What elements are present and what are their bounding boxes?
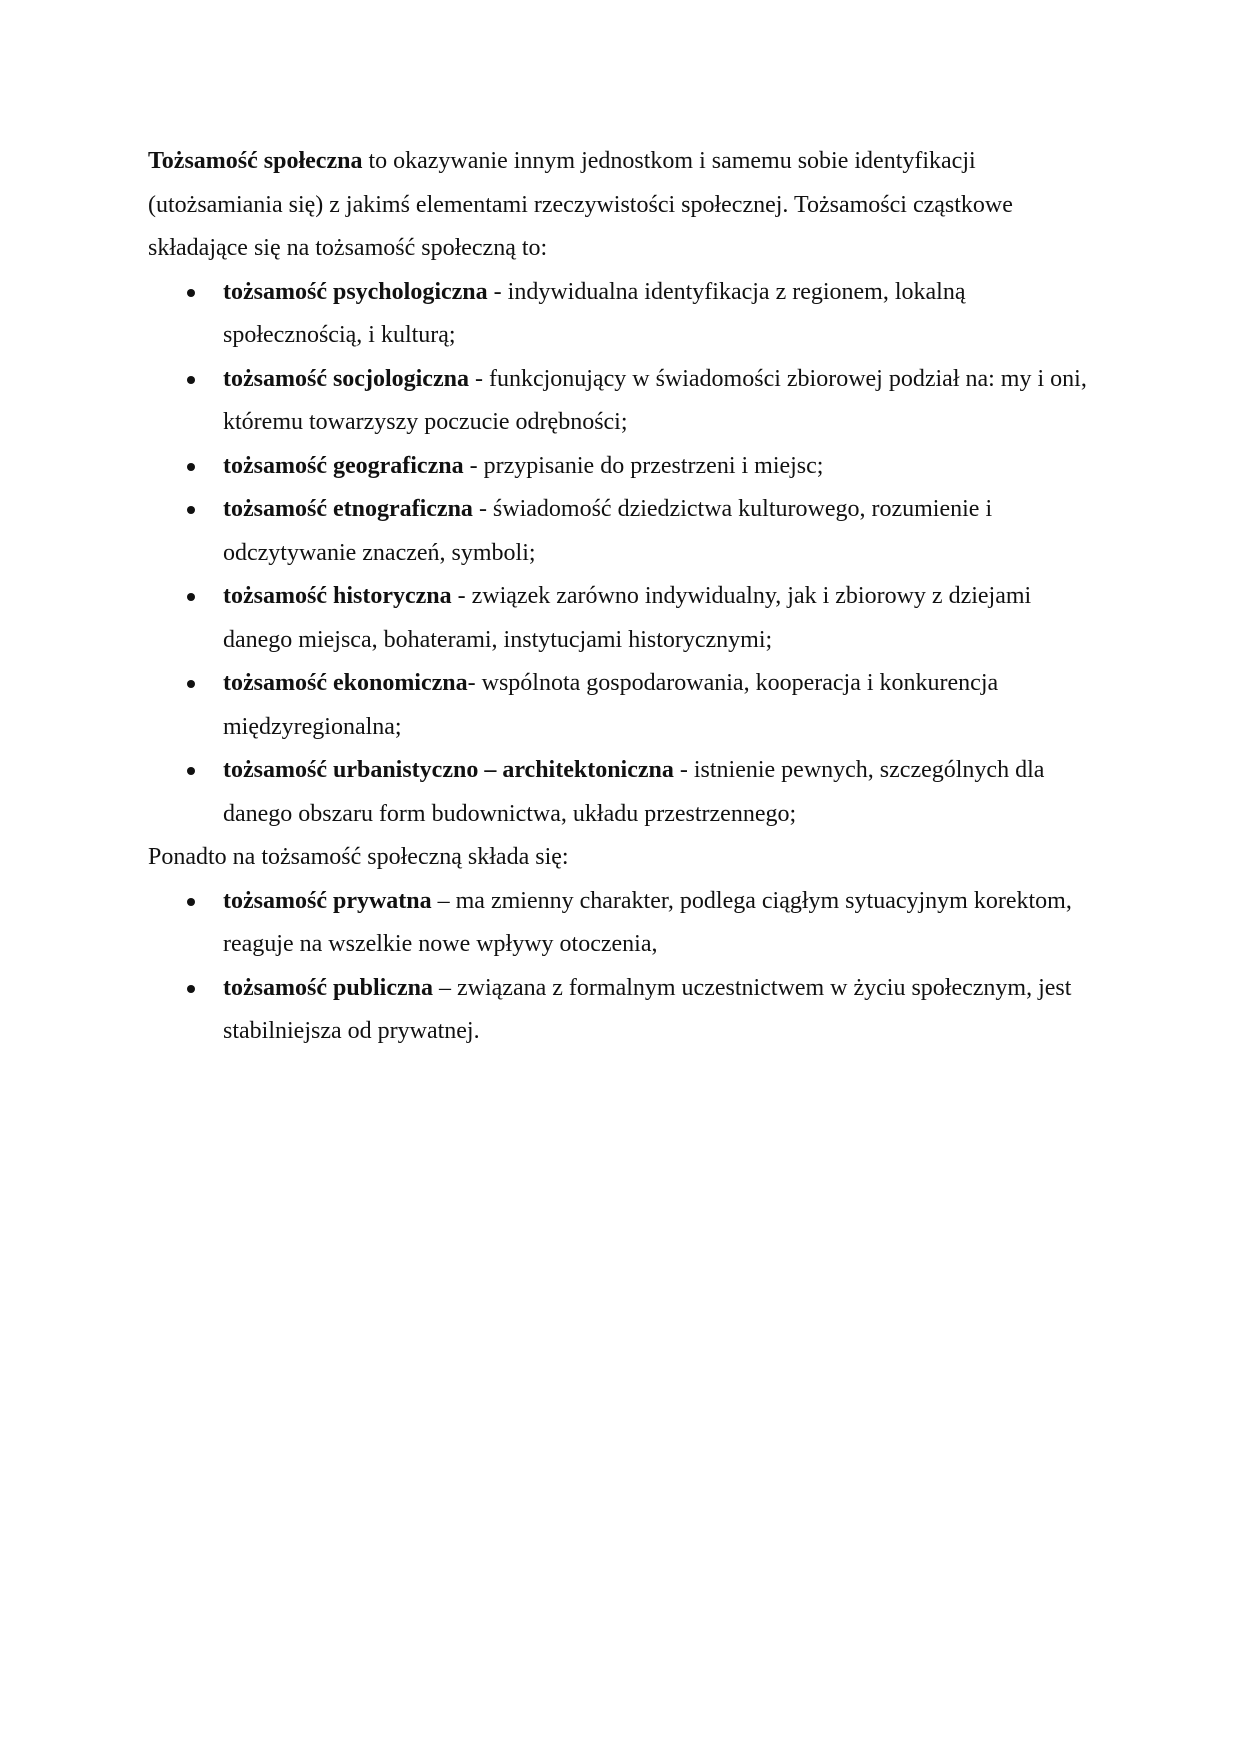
list-item-text: - funkcjonujący w świadomości zbiorowej podział na: my i oni, któremu towarzyszy poczucie odrębności; bbox=[223, 365, 1087, 435]
identity-components-list bbox=[148, 271, 1088, 837]
list-item bbox=[148, 445, 1088, 489]
list-item bbox=[148, 488, 1088, 575]
list-item-term: tożsamość publiczna bbox=[223, 974, 433, 1001]
list-item bbox=[148, 271, 1088, 358]
list-item-term: tożsamość socjologiczna bbox=[223, 365, 469, 392]
bullet-icon bbox=[187, 680, 195, 688]
bullet-icon bbox=[187, 463, 195, 471]
list-item bbox=[148, 358, 1088, 445]
list-item-text: – ma zmienny charakter, podlega ciągłym sytuacyjnym korektom, reaguje na wszelkie nowe wpływy otoczenia, bbox=[223, 887, 1072, 957]
list-item-term: tożsamość urbanistyczno – architektoniczna bbox=[223, 757, 674, 783]
bullet-icon bbox=[187, 506, 195, 514]
list-item bbox=[148, 662, 1088, 749]
additional-identities-list bbox=[148, 880, 1088, 1054]
bullet-icon bbox=[187, 593, 195, 601]
intro-term: Tożsamość społeczna bbox=[148, 148, 363, 174]
list-item-term: tożsamość ekonomiczna bbox=[223, 670, 468, 696]
intro-text: to okazywanie innym jednostkom i samemu sobie identyfikacji (utożsamiania się) z jakimś elementami rzeczywistości społecznej. Tożsamości cząstkowe składające się na tożsamość społeczną to: bbox=[148, 148, 1013, 261]
list-item-text: - istnienie pewnych, szczególnych dla danego obszaru form budownictwa, układu przestrzennego; bbox=[223, 757, 1045, 827]
bullet-icon bbox=[187, 898, 195, 906]
list-item-text: - wspólnota gospodarowania, kooperacja i konkurencja międzyregionalna; bbox=[223, 670, 999, 740]
list-item-term: tożsamość psychologiczna bbox=[223, 278, 488, 305]
bullet-icon bbox=[187, 376, 195, 384]
list-item-text: – związana z formalnym uczestnictwem w życiu społecznym, jest stabilniejsza od prywatnej. bbox=[223, 974, 1072, 1044]
list-item-term: tożsamość historyczna bbox=[223, 583, 452, 609]
bullet-icon bbox=[187, 767, 195, 775]
list-item bbox=[148, 880, 1088, 967]
list-item bbox=[148, 749, 1088, 836]
list-item-term: tożsamość prywatna bbox=[223, 887, 432, 914]
bullet-icon bbox=[187, 289, 195, 297]
list-item-term: tożsamość etnograficzna bbox=[223, 496, 473, 522]
middle-paragraph: Ponadto na tożsamość społeczną składa się: bbox=[148, 844, 569, 870]
list-item bbox=[148, 575, 1088, 662]
bullet-icon bbox=[187, 985, 195, 993]
list-item-term: tożsamość geograficzna bbox=[223, 452, 464, 479]
list-item-text: - świadomość dziedzictwa kulturowego, rozumienie i odczytywanie znaczeń, symboli; bbox=[223, 496, 993, 566]
list-item-text: - indywidualna identyfikacja z regionem, lokalną społecznością, i kulturą; bbox=[223, 278, 966, 348]
list-item-text: - związek zarówno indywidualny, jak i zbiorowy z dziejami danego miejsca, bohaterami, instytucjami historycznymi; bbox=[223, 583, 1032, 653]
list-item-text: - przypisanie do przestrzeni i miejsc; bbox=[463, 452, 824, 479]
document-body bbox=[148, 140, 1088, 1054]
intro-paragraph bbox=[148, 140, 1088, 271]
list-item bbox=[148, 967, 1088, 1054]
